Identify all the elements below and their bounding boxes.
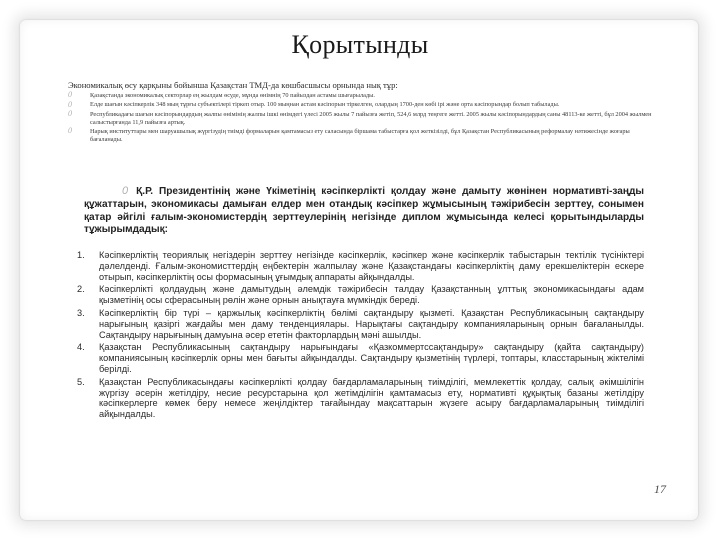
item-number: 5. xyxy=(77,376,85,387)
numbered-item xyxy=(72,377,644,420)
numbered-item xyxy=(72,342,644,374)
bullet-text: Қазақстанда экономикалық секторлар ең жылдам өсуде, мұнда өнімнің 70 пайыздан астамы шығарылады. xyxy=(90,92,375,99)
item-number: 2. xyxy=(77,284,85,295)
bullet-marker: 0 xyxy=(68,99,72,109)
numbered-list xyxy=(72,250,644,422)
heading-text: Қ.Р. Президентінің және Үкіметінің кәсіпкерлікті қолдау және дамыту жөнінен нормативті-заңды құжаттарын, экономикасы дамыған елдер мен отандық кәсіпкер жұмысының тәжірибесін зерттеу, сонымен қатар әйгілі ғалым-экономистердің зерттеулерінің негізінде диплом жұмысында келесі қорытындыларды тұжырымдадық: xyxy=(84,186,644,236)
bullet-marker: 0 xyxy=(68,109,72,119)
item-text: Кәсіпкерлікті қолдаудың және дамытудың әлемдік тәжірибесін талдау Қазақстанның ұлттық экономикасындағы адам қызметінің осы сферасының рөлін және орнын анықтауға мүмкіндік береді. xyxy=(99,284,644,306)
numbered-item xyxy=(72,284,644,306)
conclusion-heading xyxy=(84,185,644,237)
bullet-text: Нарық институттары мен шаруашылық жүргізудің тиімді формаларын қамтамасыз ету саласында біршама табыстарға қол жеткізілді, бұл Қазақстан Республикасының реформалау нәтижесінде жоғары бағаланады. xyxy=(90,127,630,143)
item-number: 1. xyxy=(77,250,85,260)
item-text: Қазақстан Республикасындағы кәсіпкерлікті қолдау бағдарламаларының тиімділігі, мемлекеттік қолдау, салық әкімшілігін жүргізу әсерін жетілдіру, несие ресурстарына қол жетімділігін қамтамасыз ету, нормативті құқықтық базаны жетілдіру кәсіпкерлерге көмек беру немесе жеңілдіктер тағайындау мақсаттарын жүзеге асыру бағдарламаларының тиімділігі айқындалды. xyxy=(99,376,644,420)
item-text: Қазақстан Республикасының сақтандыру нарығындағы «Қазкоммертссақтандыру» сақтандыру (қайта сақтандыру) компаниясының кәсіпкерлік орны мен бағыты айқындалды. Сақтандыру қызметінің түрлері, топтары, класстарының жіктелімі берілді. xyxy=(99,342,644,374)
item-number: 4. xyxy=(77,342,85,353)
page-number: 17 xyxy=(654,482,666,496)
item-number: 3. xyxy=(77,307,85,318)
bullet-item xyxy=(68,128,658,144)
intro-paragraph: Экономикалық өсу қарқыны бойынша Қазақстан ТМД-да көшбасшысы орнында нық тұр: xyxy=(68,80,398,90)
bullet-item xyxy=(68,111,658,127)
bullet-item xyxy=(68,92,658,100)
bullet-text: Республикадағы шағын кәсіпорындардың жалпы өнімінің жалпы ішкі өнімдегі үлесі 2005 жылы 7 пайызға жетіп, 524,6 млрд теңгеге жетті. 2005 жылы кәсіпорындардың саны 48113-ке жетті, бұл 2004 жылмен салыстырғанда 11,9 пайызға артық. xyxy=(90,110,652,126)
bullet-text: Елде шағын кәсіпкерлік 348 мың тұрғы субъектілері тіркеп отыр. 100 мыңнан астам кәсіпорын тіркелген, олардың 1700-ден көбі ірі және орта кәсіпорындар болып табылады. xyxy=(90,101,560,109)
item-text: Кәсіпкерліктің бір түрі – қаржылық кәсіпкерліктің бөлімі сақтандыру қызметі. Қазақстан Республикасының сақтандыру нарығының қазіргі жағдайы мен даму тенденциялары. Нарықтағы сақтандыру компанияларының орнын бағаланылды. Сақтандыру нарығының дамуына әсер ететін факторлардың мәні ашылды. xyxy=(99,307,644,340)
slide-title: Қорытынды xyxy=(291,30,429,59)
bullet-list xyxy=(68,92,658,145)
numbered-item xyxy=(72,308,644,340)
bullet-marker: 0 xyxy=(68,126,72,136)
item-text: Кәсіпкерліктің теориялық негіздерін зерттеу негізінде кәсіпкерлік, кәсіпкер және кәсіпкерлік табыстарын тектілік түсініктері дәлелденді. Ғалым-экономисттердің еңбектерін жалпылау және Қазақстандағы кәсіпкерліктің даму ерекшеліктерін ескере отырып, кәсіпкерліктің осы формасының ұғымдық аппараты айқындалды. xyxy=(99,250,644,282)
numbered-item xyxy=(72,250,644,282)
bullet-item xyxy=(68,101,658,109)
heading-marker: 0 xyxy=(122,185,129,197)
bullet-marker: 0 xyxy=(68,90,72,100)
